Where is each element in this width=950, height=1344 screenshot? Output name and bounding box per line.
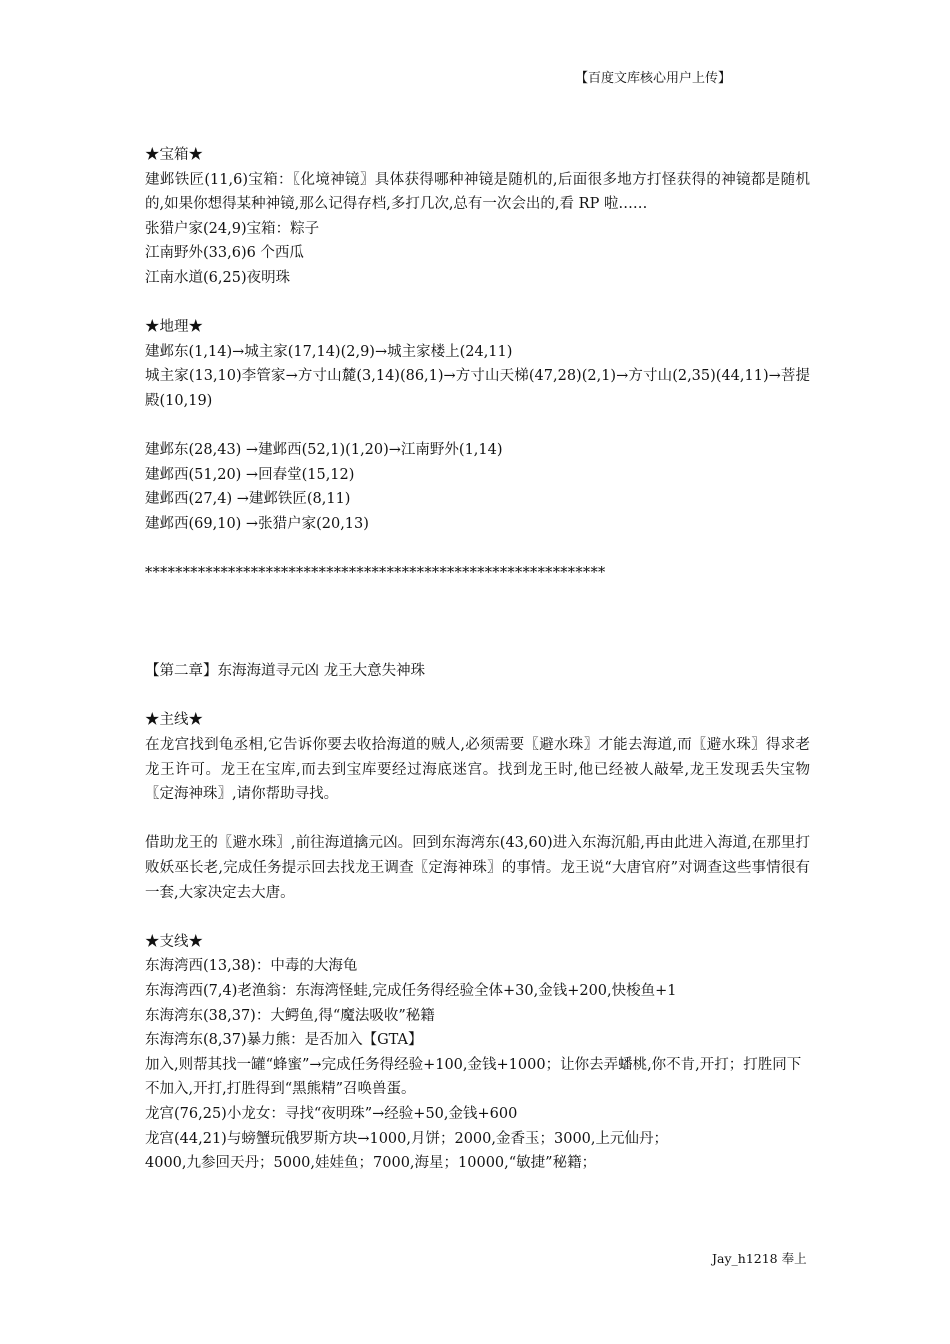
side-quest-line: 加入,则帮其找一罐“蜂蜜”→完成任务得经验+100,金钱+1000；让你去弄蟠桃,你不肯,开打；打胜同下	[145, 1056, 802, 1073]
treasure-line: 建邺铁匠(11,6)宝箱：〖化境神镜〗具体获得哪种神镜是随机的,后面很多地方打怪获得的神镜都是随机的,如果你想得某种神镜,那么记得存档,多打几次,总有一次会出的,看 RP 啦……	[145, 171, 810, 213]
side-quest-line: 龙宫(44,21)与螃蟹玩俄罗斯方块→1000,月饼；2000,金香玉；3000,上元仙丹；	[145, 1130, 669, 1147]
route-line: 建邺西(27,4) →建邺铁匠(8,11)	[145, 491, 351, 508]
treasure-line: 江南野外(33,6)6 个西瓜	[145, 245, 304, 262]
chapter-title: 【第二章】东海海道寻元凶 龙王大意失神珠	[145, 663, 426, 680]
upload-note: 【百度文库核心用户上传】	[575, 71, 732, 86]
geography-line: 建邺东(1,14)→城主家(17,14)(2,9)→城主家楼上(24,11)	[145, 343, 513, 360]
author-credit: Jay_h1218 奉上	[712, 1251, 807, 1266]
side-quest-line: 东海湾东(8,37)暴力熊：是否加入【GTA】	[145, 1032, 423, 1049]
side-quest-line: 东海湾东(38,37)：大鳄鱼,得“魔法吸收”秘籍	[145, 1007, 435, 1024]
route-line: 建邺东(28,43) →建邺西(52,1)(1,20)→江南野外(1,14)	[145, 442, 503, 459]
treasure-line: 江南水道(6,25)夜明珠	[145, 269, 291, 286]
route-line: 建邺西(69,10) →张猎户家(20,13)	[145, 515, 369, 532]
main-quest-paragraph: 在龙宫找到龟丞相,它告诉你要去收拾海道的贼人,必须需要〖避水珠〗才能去海道,而〖避水珠〗得求老龙王许可。龙王在宝库,而去到宝库要经过海底迷宫。找到龙王时,他已经被人敲晕,龙王发现丢失宝物〖定海神珠〗,请你帮助寻找。	[145, 737, 810, 803]
side-quest-heading: ★支线★	[145, 933, 203, 950]
main-quest-heading: ★主线★	[145, 712, 203, 729]
route-line: 建邺西(51,20) →回春堂(15,12)	[145, 466, 355, 483]
document-body	[145, 143, 810, 1176]
side-quest-line: 龙宫(76,25)小龙女：寻找“夜明珠”→经验+50,金钱+600	[145, 1105, 518, 1122]
treasure-line: 张猎户家(24,9)宝箱：粽子	[145, 220, 320, 237]
separator: *************************************************************	[145, 565, 606, 582]
main-quest-paragraph: 借助龙王的〖避水珠〗,前往海道擒元凶。回到东海湾东(43,60)进入东海沉船,再由此进入海道,在那里打败妖巫长老,完成任务提示回去找龙王调查〖定海神珠〗的事情。龙王说“大唐官府”对调查这些事情很有一套,大家决定去大唐。	[145, 835, 810, 901]
geography-heading: ★地理★	[145, 319, 203, 336]
side-quest-line: 东海湾西(13,38)：中毒的大海龟	[145, 958, 358, 975]
geography-line: 城主家(13,10)李管家→方寸山麓(3,14)(86,1)→方寸山天梯(47,28)(2,1)→方寸山(2,35)(44,11)→菩提殿(10,19)	[145, 368, 810, 409]
treasure-heading: ★宝箱★	[145, 147, 203, 163]
side-quest-line: 4000,九参回天丹；5000,娃娃鱼；7000,海星；10000,“敏捷”秘籍；	[145, 1155, 597, 1172]
side-quest-line: 东海湾西(7,4)老渔翁：东海湾怪蛙,完成任务得经验全体+30,金钱+200,快梭鱼+1	[145, 983, 677, 999]
side-quest-line: 不加入,开打,打胜得到“黑熊精”召唤兽蛋。	[145, 1081, 416, 1098]
